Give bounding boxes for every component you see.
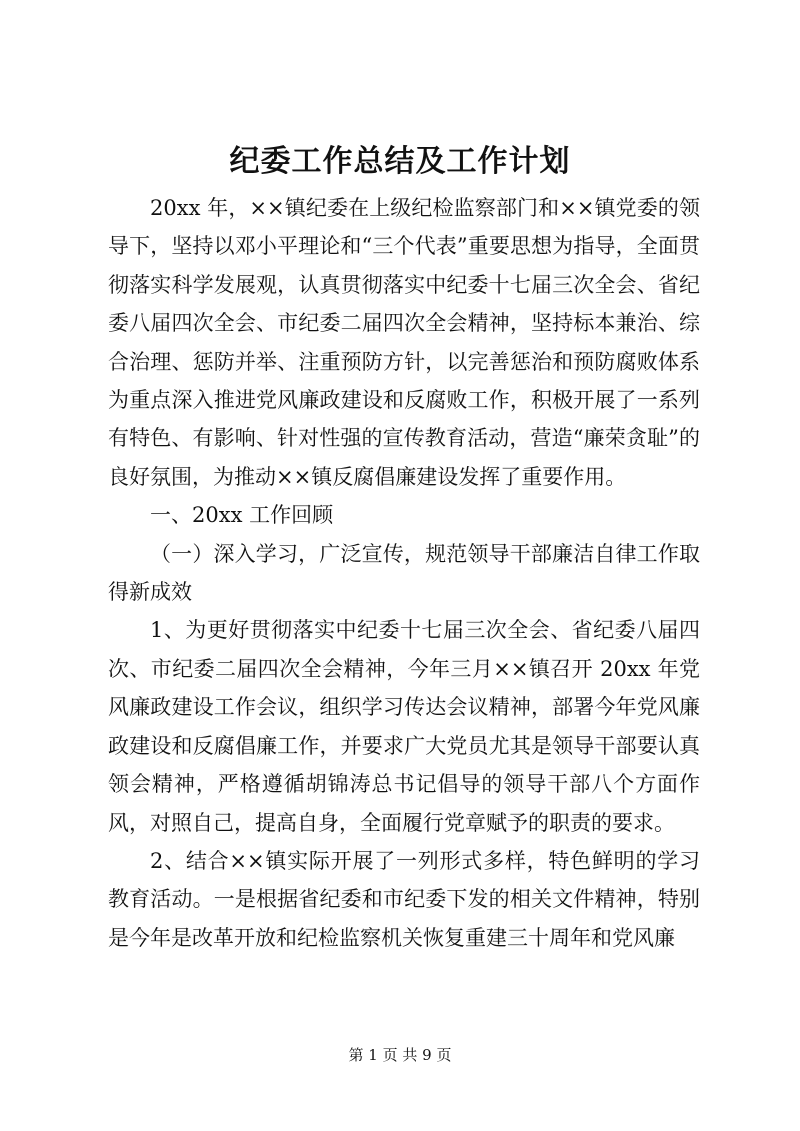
paragraph-intro: 20xx 年，××镇纪委在上级纪检监察部门和××镇党委的领导下，坚持以邓小平理论和“三个代表”重要思想为指导，全面贯彻落实科学发展观，认真贯彻落实中纪委十七届三次全会、省纪委八届四次全会、市纪委二届四次全会精神，坚持标本兼治、综合治理、惩防并举、注重预防方针，以完善惩治和预防腐败体系为重点深入推进党风廉政建设和反腐败工作，积极开展了一系列有特色、有影响、针对性强的宣传教育活动，营造“廉荣贪耻”的良好氛围，为推动××镇反腐倡廉建设发挥了重要作用。 xyxy=(108,196,700,489)
document-body xyxy=(108,189,700,957)
document-title: 纪委工作总结及工作计划 xyxy=(229,144,571,179)
subsection-heading: （一）深入学习，广泛宣传，规范领导干部廉洁自律工作取得新成效 xyxy=(108,541,700,605)
paragraph-item-1: 1、为更好贯彻落实中纪委十七届三次全会、省纪委八届四次、市纪委二届四次全会精神，今年三月××镇召开 20xx 年党风廉政建设工作会议，组织学习传达会议精神，部署今年党风廉政建设和反腐倡廉工作，并要求广大党员尤其是领导干部要认真领会精神，严格遵循胡锦涛总书记倡导的领导干部八个方面作风，对照自己，提高自身，全面履行党章赋予的职责的要求。 xyxy=(108,618,700,835)
paragraph-item-2: 2、结合××镇实际开展了一列形式多样，特色鲜明的学习教育活动。一是根据省纪委和市纪委下发的相关文件精神，特别是今年是改革开放和纪检监察机关恢复重建三十周年和党风廉 xyxy=(108,848,700,950)
page-number-footer: 第 1 页 共 9 页 xyxy=(348,1046,452,1064)
section-heading: 一、20xx 工作回顾 xyxy=(150,503,334,528)
